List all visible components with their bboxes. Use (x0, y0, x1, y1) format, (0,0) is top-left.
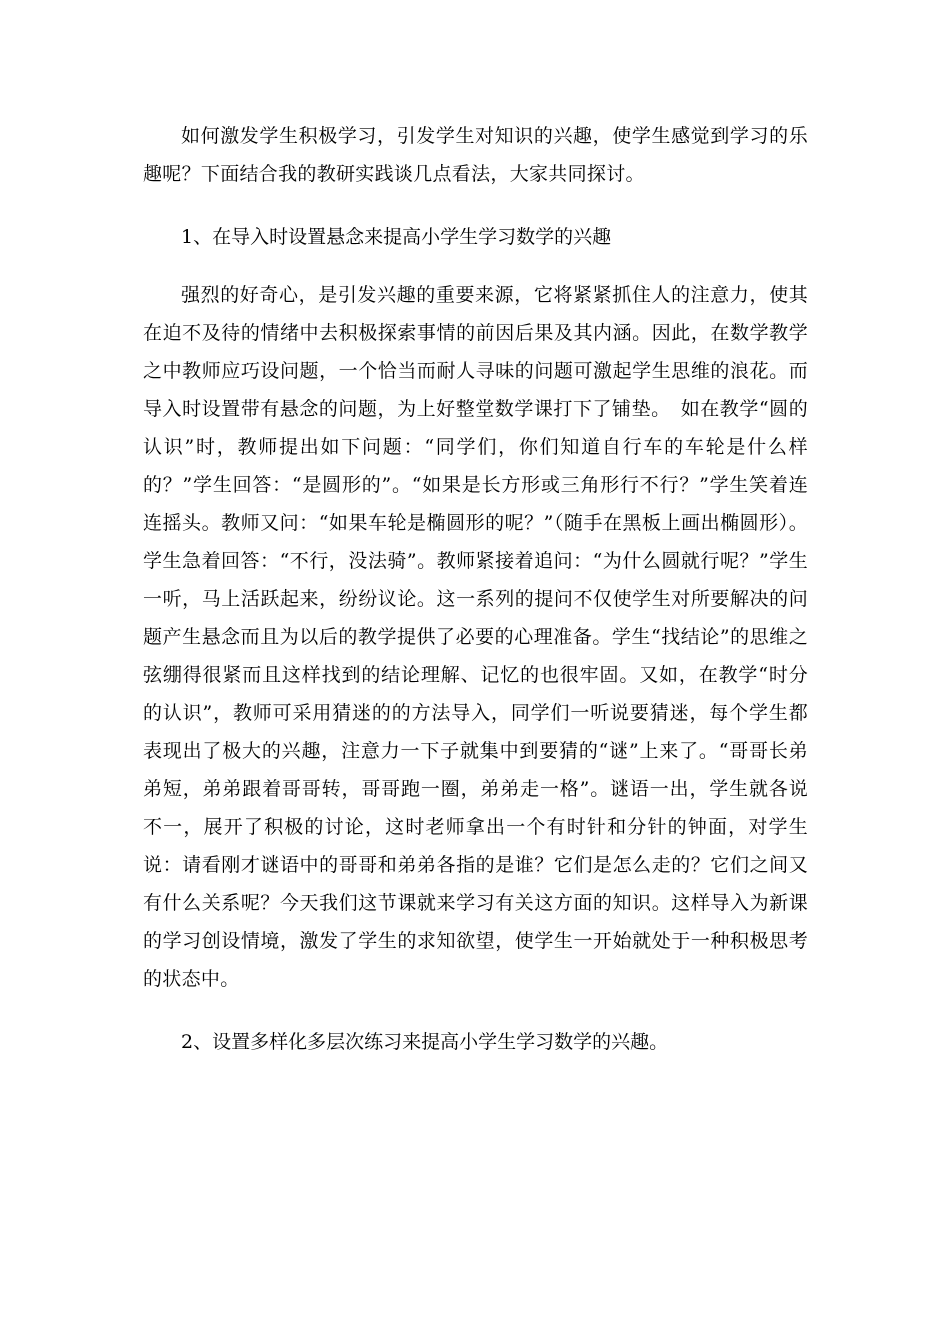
spacer (143, 256, 808, 276)
section-1-body: 强烈的好奇心，是引发兴趣的重要来源，它将紧紧抓住人的注意力，使其在迫不及待的情绪中去积极探索事情的前因后果及其内涵。因此，在数学教学之中教师应巧设问题，一个恰当而耐人寻味的问题可激起学生思维的浪花。而导入时设置带有悬念的问题，为上好整堂数学课打下了铺垫。 如在教学“圆的认识”时，教师提出如下问题：“同学们，你们知道自行车的车轮是什么样的？”学生回答：“是圆形的”。“如果是长方形或三角形行不行？”学生笑着连连摇头。教师又问：“如果车轮是椭圆形的呢？”（随手在黑板上画出椭圆形）。学生急着回答：“不行，没法骑”。教师紧接着追问：“为什么圆就行呢？”学生一听，马上活跃起来，纷纷议论。这一系列的提问不仅使学生对所要解决的问题产生悬念而且为以后的教学提供了必要的心理准备。学生“找结论”的思维之弦绷得很紧而且这样找到的结论理解、记忆的也很牢固。又如，在教学“时分的认识”，教师可采用猜迷的的方法导入，同学们一听说要猜迷，每个学生都表现出了极大的兴趣，注意力一下子就集中到要猜的“谜”上来了。“哥哥长弟弟短，弟弟跟着哥哥转，哥哥跑一圈，弟弟走一格”。谜语一出，学生就各说不一，展开了积极的讨论，这时老师拿出一个有时针和分针的钟面，对学生说：请看刚才谜语中的哥哥和弟弟各指的是谁？它们是怎么走的？它们之间又有什么关系呢？今天我们这节课就来学习有关这方面的知识。这样导入为新课的学习创设情境，激发了学生的求知欲望，使学生一开始就处于一种积极思考的状态中。 (143, 284, 808, 990)
section-2-heading: 2、设置多样化多层次练习来提高小学生学习数学的兴趣。 (181, 1031, 669, 1053)
document-page (143, 117, 808, 1061)
spacer (143, 998, 808, 1023)
spacer (143, 193, 808, 218)
section-1-heading: 1、在导入时设置悬念来提高小学生学习数学的兴趣 (181, 226, 612, 248)
intro-paragraph: 如何激发学生积极学习，引发学生对知识的兴趣，使学生感觉到学习的乐趣呢？下面结合我的教研实践谈几点看法，大家共同探讨。 (143, 125, 808, 185)
